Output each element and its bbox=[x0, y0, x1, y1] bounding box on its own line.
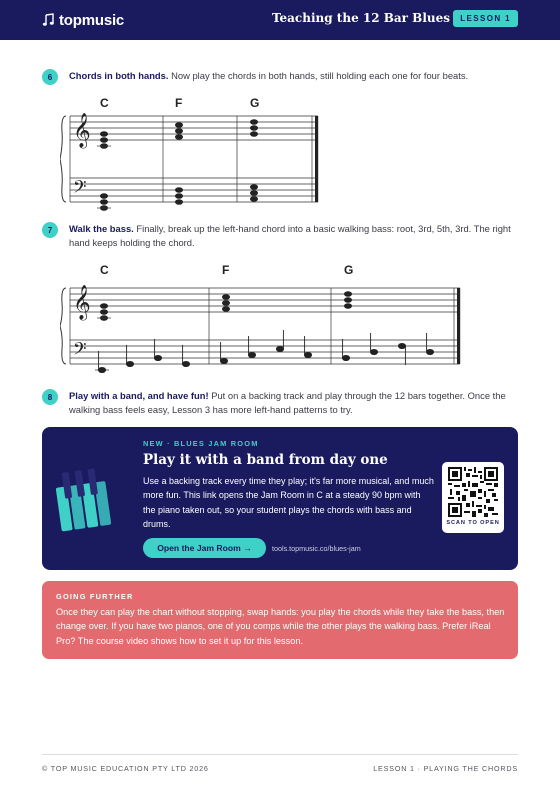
jam-eyebrow: NEW · BLUES JAM ROOM bbox=[143, 439, 259, 448]
step-7 bbox=[42, 222, 520, 250]
qr-code-icon bbox=[448, 467, 498, 517]
further-eyebrow: GOING FURTHER bbox=[56, 592, 134, 601]
lesson-badge: LESSON 1 bbox=[453, 10, 518, 27]
piano-keys-illustration bbox=[52, 467, 132, 537]
bass-clef-icon: 𝄢 bbox=[73, 177, 87, 201]
footer-page-label: LESSON 1 · PLAYING THE CHORDS bbox=[373, 764, 518, 773]
step-number: 7 bbox=[42, 222, 58, 238]
further-body: Once they can play the chart without stopping, swap hands: you play the chords while they take the bass, then change over. If you have two pianos, one of you comps while the other plays the walking bass. Prefer iReal Pro? The course video shows how to set it up for this lesson. bbox=[56, 607, 505, 646]
jam-title: Play it with a band from day one bbox=[143, 452, 388, 468]
treble-clef-icon: 𝄞 bbox=[73, 113, 91, 148]
jam-url-link[interactable]: tools.topmusic.co/blues-jam bbox=[272, 544, 361, 553]
grand-staff-walking-bass bbox=[60, 259, 470, 384]
qr-code-card[interactable] bbox=[442, 462, 504, 533]
chord-label: F bbox=[222, 263, 230, 277]
step-title: Chords in both hands. bbox=[69, 70, 169, 81]
treble-clef-icon: 𝄞 bbox=[73, 285, 91, 320]
step-body: Put on a backing track and play through the 12 bars together. Once the walking bass feels easy, Lesson 3 has more left-hand patterns to try. bbox=[69, 390, 506, 415]
logo-text: topmusic bbox=[59, 11, 125, 29]
page-header bbox=[0, 0, 560, 40]
step-6 bbox=[42, 69, 520, 85]
step-8 bbox=[42, 389, 520, 417]
step-body: Now play the chords in both hands, still holding each one for four beats. bbox=[168, 70, 469, 81]
brand-logo[interactable] bbox=[42, 12, 124, 29]
chord-label: C bbox=[100, 263, 109, 277]
footer-divider bbox=[42, 754, 518, 755]
step-text bbox=[69, 389, 520, 417]
chord-label: F bbox=[175, 96, 183, 110]
step-body: Finally, break up the left-hand chord into a basic walking bass: root, 3rd, 5th, 3rd. The right hand keeps holding the chord. bbox=[69, 223, 511, 248]
step-title: Play with a band, and have fun! bbox=[69, 390, 209, 401]
chord-label: C bbox=[100, 96, 109, 110]
qr-caption: SCAN TO OPEN bbox=[446, 520, 500, 526]
bass-clef-icon: 𝄢 bbox=[73, 339, 87, 363]
step-title: Walk the bass. bbox=[69, 223, 134, 234]
going-further-callout bbox=[42, 581, 518, 659]
jam-body: Use a backing track every time they play; it's far more musical, and much more fun. This link opens the Jam Room in C at a steady 90 bpm with the piano taken out, so your student plays the chords with bass and drums. bbox=[143, 476, 434, 530]
jam-room-card bbox=[42, 427, 518, 570]
step-text bbox=[69, 69, 468, 83]
step-text bbox=[69, 222, 520, 250]
document-title: Teaching the 12 Bar Blues bbox=[271, 11, 450, 25]
grand-staff-chords bbox=[60, 92, 330, 217]
step-number: 6 bbox=[42, 69, 58, 85]
step-number: 8 bbox=[42, 389, 58, 405]
music-note-icon bbox=[42, 13, 56, 27]
chord-label: G bbox=[250, 96, 260, 110]
open-jam-room-button[interactable]: Open the Jam Room → bbox=[143, 538, 266, 558]
footer-copyright: © TOP MUSIC EDUCATION PTY LTD 2026 bbox=[42, 764, 209, 773]
chord-label: G bbox=[344, 263, 354, 277]
